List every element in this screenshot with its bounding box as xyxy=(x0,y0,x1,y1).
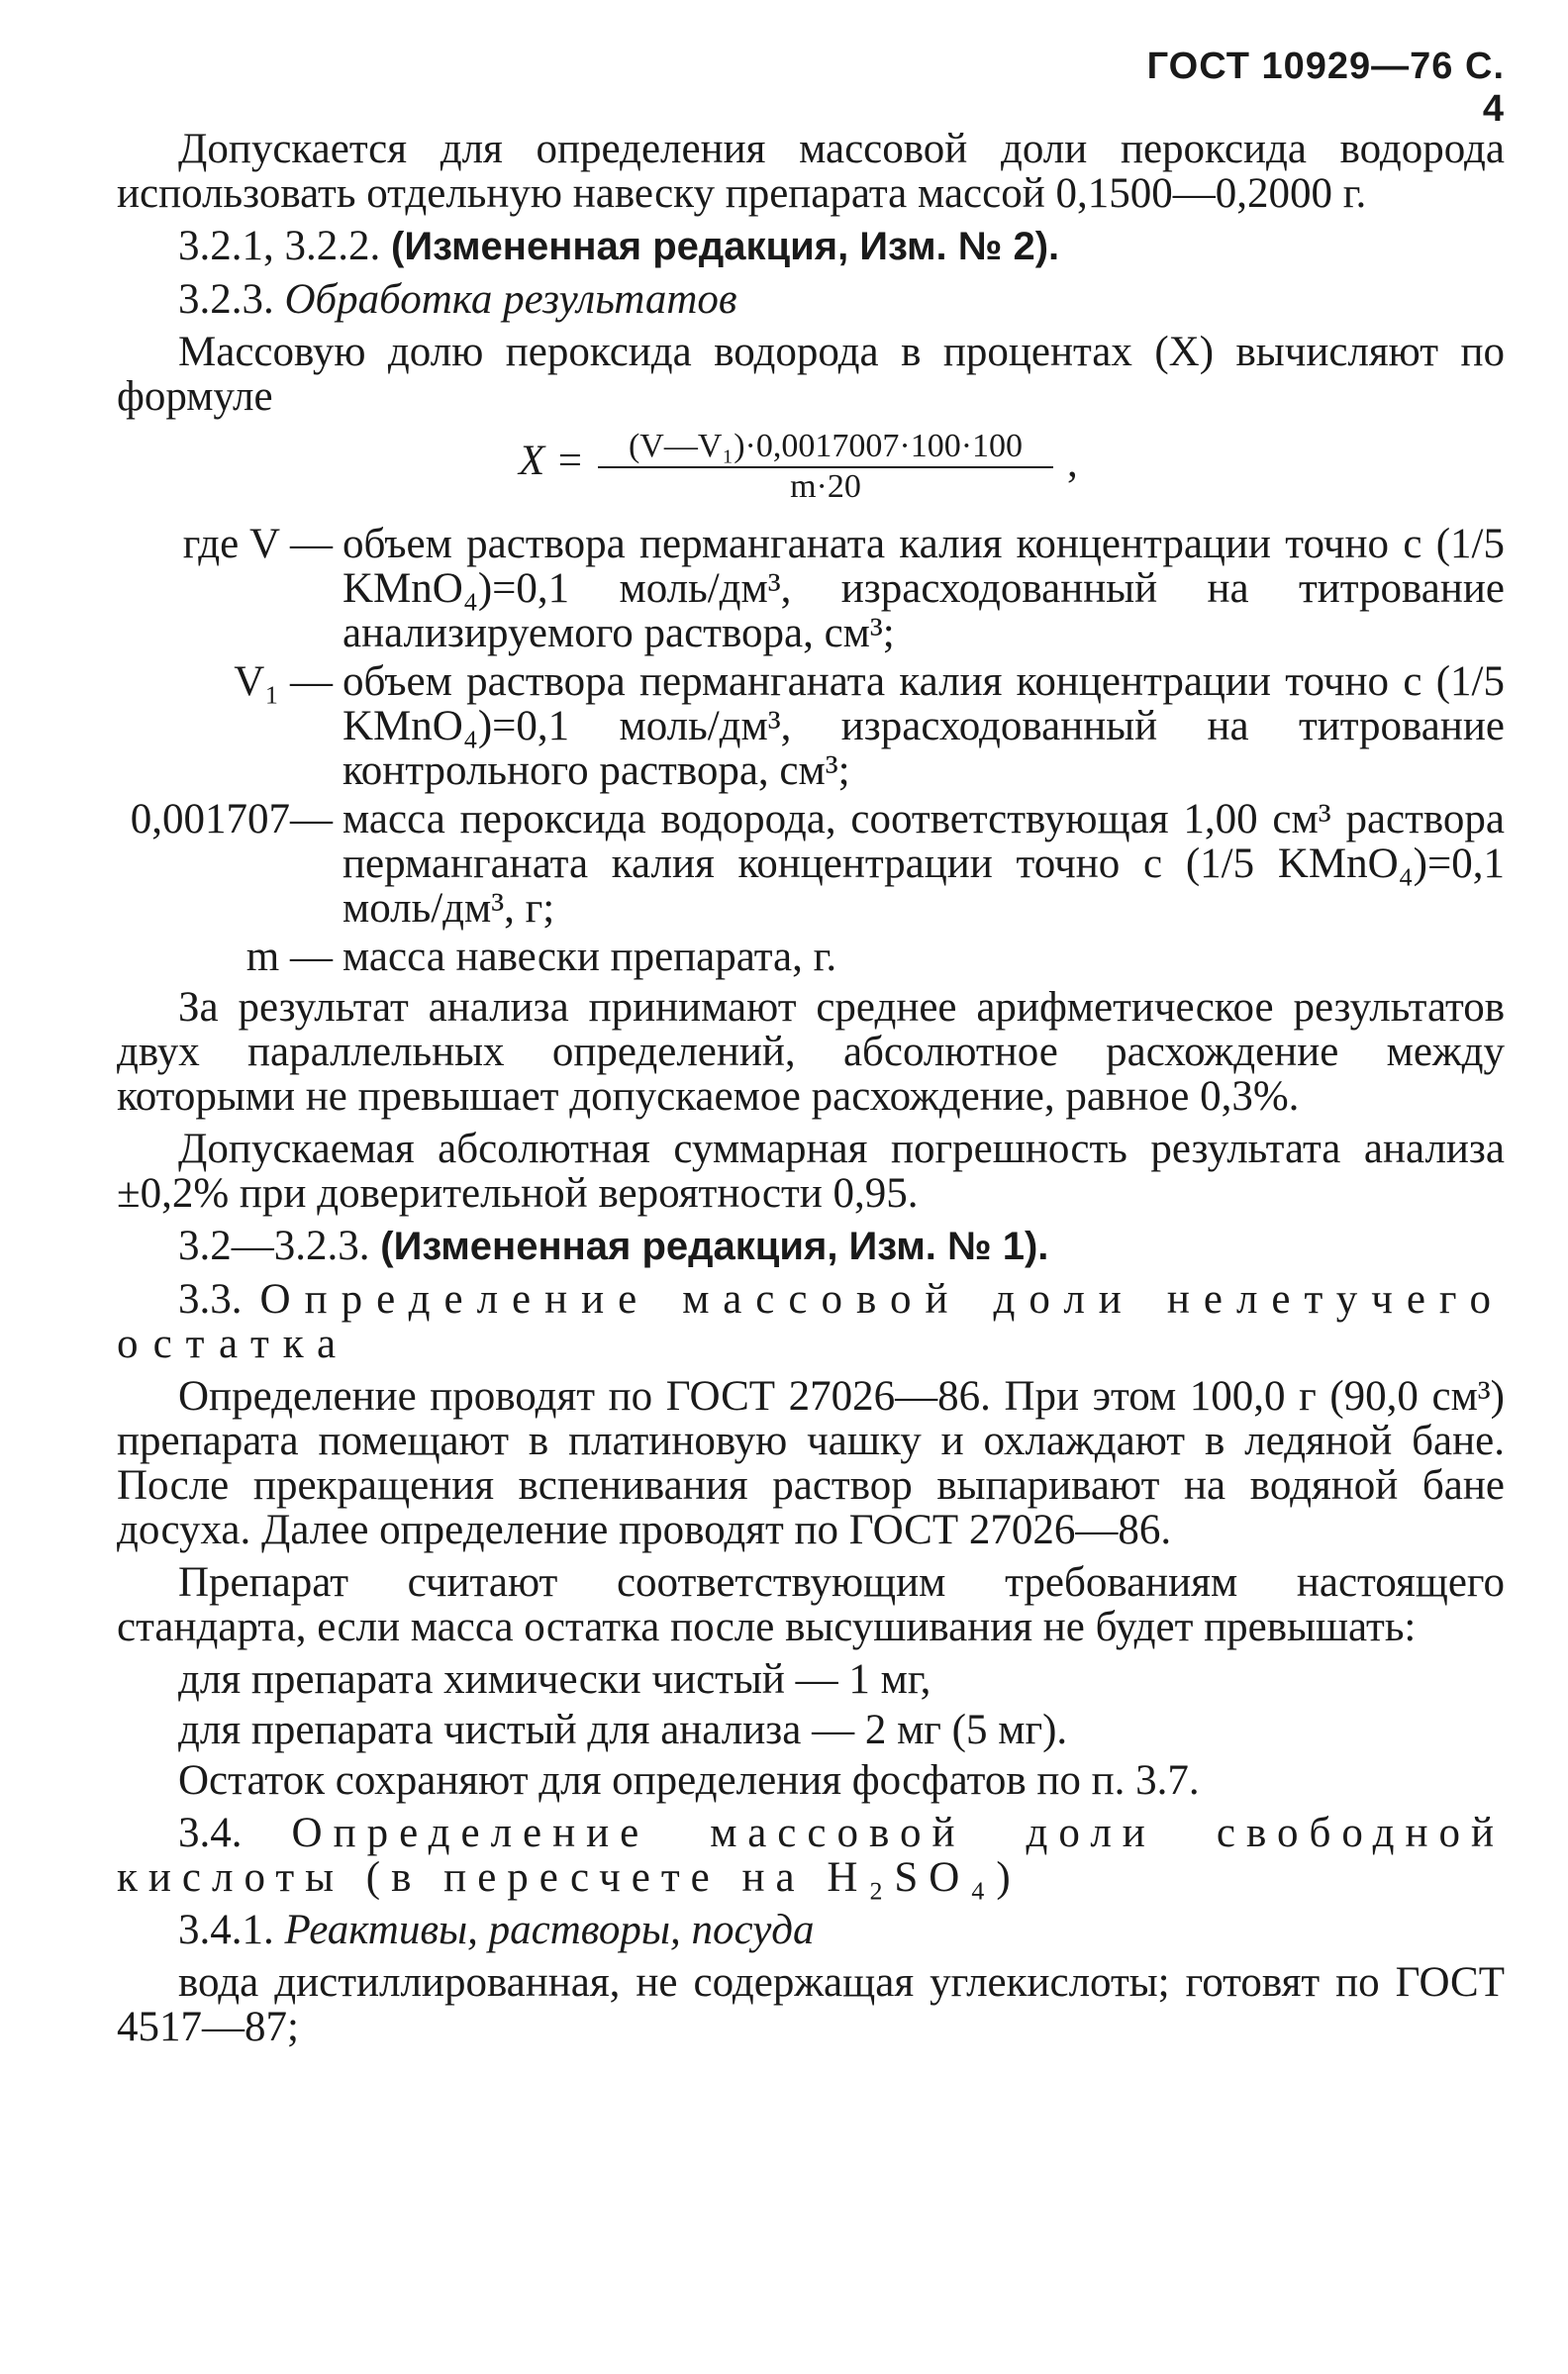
clause-number: 3.4.1. xyxy=(178,1907,274,1953)
section-title: Реактивы, растворы, посуда xyxy=(284,1907,815,1953)
section-heading xyxy=(117,277,1505,322)
paragraph: Допускается для определения массовой доли пероксида водорода использовать отдельную навеску препарата массой 0,1500—0,2000 г. xyxy=(117,126,1505,217)
clause-number: 3.2—3.2.3. xyxy=(178,1223,370,1269)
section-title: Определение массовой доли нелетучего остатка xyxy=(117,1276,1505,1367)
definition-item xyxy=(117,659,1505,793)
formula-lhs: X = xyxy=(519,438,585,484)
section-heading xyxy=(117,1811,1505,1900)
list-item: для препарата химически чистый — 1 мг, xyxy=(178,1656,931,1703)
definition-text: объем раствора перманганата калия концентрации точно c (1/5 KMnO₄)=0,1 моль/дм³, израсходованный на титрование контрольного раствора, см³; xyxy=(343,658,1505,794)
amendment-text: (Измененная редакция, Изм. № 1). xyxy=(380,1225,1049,1268)
definitions-list xyxy=(117,522,1505,979)
definition-key: m — xyxy=(245,934,333,980)
formula-fraction xyxy=(598,427,1053,506)
definition-item xyxy=(117,522,1505,655)
section-heading xyxy=(117,1277,1505,1366)
clause-number: 3.2.3. xyxy=(178,276,274,323)
formula-denominator: m·20 xyxy=(790,468,861,505)
amendment-note xyxy=(117,1224,1505,1269)
paragraph: Остаток сохраняют для определения фосфатов по п. 3.7. xyxy=(178,1757,1200,1804)
paragraph: Препарат считают соответствующим требованиям настоящего стандарта, если масса остатка после высушивания не будет превышать: xyxy=(117,1559,1505,1650)
list-item: для препарата чистый для анализа — 2 мг (5 мг). xyxy=(178,1707,1068,1753)
clause-number: 3.2.1, 3.2.2. xyxy=(178,223,381,269)
amendment-text: (Измененная редакция, Изм. № 2). xyxy=(391,225,1060,268)
section-title: Обработка результатов xyxy=(284,276,737,323)
section-title: Определение массовой доли свободной кислоты (в пересчете на H₂SO₄) xyxy=(117,1810,1505,1901)
amendment-note xyxy=(117,224,1505,269)
section-heading xyxy=(117,1908,1505,1952)
definition-text: масса пероксида водорода, соответствующая 1,00 см³ раствора перманганата калия концентрации точно c (1/5 KMnO₄)=0,1 моль/дм³, г; xyxy=(343,796,1505,932)
formula xyxy=(117,427,1505,512)
definition-key: 0,001707— xyxy=(130,796,333,842)
document-body xyxy=(117,127,1505,2057)
formula-numerator: (V—V₁)·0,0017007·100·100 xyxy=(598,427,1053,468)
definition-key: V₁ — xyxy=(234,658,333,705)
formula-trail: , xyxy=(1067,440,1078,486)
paragraph: Массовую долю пероксида водорода в процентах (X) вычисляют по формуле xyxy=(117,329,1505,420)
definition-item xyxy=(117,935,1505,979)
definition-text: масса навески препарата, г. xyxy=(343,934,837,980)
definition-item xyxy=(117,797,1505,931)
paragraph: вода дистиллированная, не содержащая углекислоты; готовят по ГОСТ 4517—87; xyxy=(117,1959,1505,2050)
definition-text: объем раствора перманганата калия концентрации точно c (1/5 KMnO₄)=0,1 моль/дм³, израсходованный на титрование анализируемого раствора, см³; xyxy=(343,521,1505,656)
definition-key: где V — xyxy=(182,521,333,567)
paragraph: Допускаемая абсолютная суммарная погрешность результата анализа ±0,2% при доверительной вероятности 0,95. xyxy=(117,1126,1505,1217)
clause-number: 3.4. xyxy=(178,1810,243,1856)
paragraph: За результат анализа принимают среднее арифметическое результатов двух параллельных определений, абсолютное расхождение между которыми не превышает допускаемое расхождение, равное 0,3%. xyxy=(117,984,1505,1120)
page-header: ГОСТ 10929—76 С. 4 xyxy=(1146,46,1505,130)
paragraph: Определение проводят по ГОСТ 27026—86. При этом 100,0 г (90,0 см³) препарата помещают в платиновую чашку и охлаждают в ледяной бане. После прекращения вспенивания раствор выпаривают на водяной бане досуха. Далее определение проводят по ГОСТ 27026—86. xyxy=(117,1373,1505,1553)
clause-number: 3.3. xyxy=(178,1276,243,1323)
